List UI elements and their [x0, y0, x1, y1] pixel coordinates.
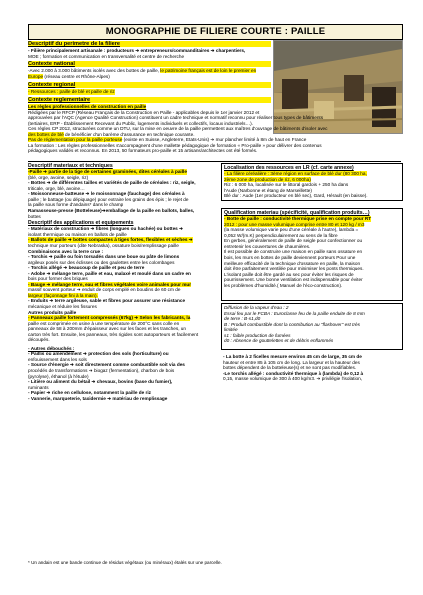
materiaux-line-8: Ramasseuse-presse (Botteleuse)➔emballage de la paille en ballots, balles,: [28, 208, 195, 214]
botte-line-5: 0,15, masse volumique de 300 à 400 kg/m3. ➔ privilégie l'isolation,: [223, 376, 363, 382]
qualification-line-4: 0,052 W/(m.K) perpendiculairement au sens de la fibre: [224, 232, 338, 238]
section-perimetre-title: Descriptif du perimetre de la filiere: [28, 41, 271, 47]
divider: [28, 161, 401, 162]
qualification-line-7: Il est possible de construire une maison en paille sans ossature en: [224, 249, 363, 255]
qualification-line-10: doit être parfaitement ventilée pour minimiser les ponts thermiques.: [224, 266, 364, 272]
botte-line-1: - La botte à 2 ficelles mesure environ 45 cm de large, 35 cm de: [223, 354, 362, 359]
materiaux-line-4: triticale, orge, blé, avoine…: [28, 185, 85, 191]
materiaux-title: Descriptif materiaux et techniques: [28, 163, 113, 169]
page-title: MONOGRAPHIE DE FILIERE COURTE : PAILLE: [28, 24, 403, 40]
debouche-line-2: enfouissement dans les sols: [28, 356, 87, 362]
application-line-18: paille est comprimée en usine à une température de 200°C sans colle en: [28, 320, 180, 326]
qualification-line-12: pourrissement. Une bonne ventilation est indispensable pour éviter: [224, 277, 363, 283]
regl-line-6: (existe en Suisse, Angleterre, Etats-Unis) ➔ mur plancher limité à 8m de haut en France: [122, 137, 307, 143]
qualification-line-8: bois, les murs en bottes de paille deviennent porteurs Pour une: [224, 255, 356, 261]
perimetre-line-2: MOE ; formation et communication en transversalité et centre de recherche: [28, 53, 185, 59]
qualification-line-13: les problèmes d'humidité.( Manuel de l'éco-construction).: [224, 282, 343, 288]
application-line-5: Combinaisons avec la terre crue :: [28, 248, 104, 254]
regl-highlight-5: des bottes de blé: [28, 131, 64, 137]
qualification-line-2: 2012 : pour une masse volumique comprise entre 80 et 120 kg / m3: [224, 221, 365, 227]
application-line-3: - Ballots de paille ➔ bottes compactes à tiges fortes, flexibles et sèches ➔: [28, 237, 193, 243]
regl-line-4: Ces règles CP 2012, structurées comme un DTU, sur la mise en oeuvre de la paille permettent aux maîtres d'ouvrage de bâtiments d'isoler avec: [28, 126, 328, 132]
perimetre-text: [28, 48, 273, 59]
qualification-lines: [224, 216, 400, 288]
reglementaire-text: [28, 104, 401, 154]
application-line-4: technique mur porteurs (dite Nebraska), ossature bois/remplissage paille: [28, 242, 179, 248]
materiaux-line-6: paille ; le battage (ou dépiquage) pour extraire les grains des épis ; le rejet de: [28, 196, 189, 202]
application-line-15: mécanique et réduire les fissures: [28, 303, 97, 309]
application-line-19: panneaux de 58 à 200mm d'épaisseur avec sur les faces et les tranches, un: [28, 326, 187, 332]
application-line-13: largeur (façonnage fini à la main).: [28, 292, 98, 298]
debouche-line-3: - Source d'énergie ➔ soit directement comme combustible soit via des: [28, 362, 185, 368]
regl-line-8: pédagogiques validés et reconnus. En 2013, 50 formateurs pro-paille et 15 artisans/architectes ont été formés.: [28, 148, 258, 154]
qualification-line-5: En gerbes, généralement de paille de seigle pour confectionner ou: [224, 238, 363, 244]
debouche-line-8: - Papier ➔ riche en cellulose, notamment la paille de riz: [28, 390, 151, 396]
regl-line-7: La formation : Les règles professionnelles s'accompagnent d'une mallette pédagogique de formation « Pro-paille » pour délivrer des contenus: [28, 142, 322, 148]
debouche-line-1: - Paillis ou amendement ➔ protection des sols (horticulture) ou: [28, 351, 169, 357]
loc-line-1: - La filière céréalière : 3ème région en surface de blé dur (80 300 ha,: [224, 171, 367, 177]
botte-dimensions-lines: [223, 354, 401, 382]
qualification-line-1: - Botte de paille : conductivité thermique prise en compte pour RT: [224, 216, 372, 222]
localisation-title: Localisation des ressources en LR (cf. carte annexe): [224, 165, 354, 171]
materiaux-line-5: - Moissonneuse-batteuse ➔ le moissonnage (fauchage) des céréales à: [28, 191, 185, 197]
regl-line-3: (tertiaires, ERP - Établissement Recevant du Public, logements individuels et collectifs, locaux industriels…).: [28, 120, 254, 126]
application-line-20: carton très fort. Ensuite, les panneaux, très rigides sont autoporteurs et facilement: [28, 331, 199, 337]
loc-line-5: Blé dur : Aude (1er producteur en blé sec), Gard, Hérault (en baisse).: [224, 193, 368, 199]
debouche-line-7: ruminants: [28, 384, 49, 390]
regl-highlight-6: Pas de réglementation pour la paille porteuse: [28, 137, 123, 143]
application-line-21: découpés.: [28, 337, 50, 343]
application-line-2: isolant thermique ou maison en ballots de paille: [28, 231, 127, 237]
botte-line-2: hauteur et entre 85 à 105 cm de long. La largeur et la hauteur des: [223, 359, 360, 365]
qualification-line-9: meilleure efficacité de la technique d'ossature en paille, la maison: [224, 260, 361, 266]
debouche-line-4: procédés de transformations ➔ biogaz (fermentation), charbon de bois: [28, 368, 175, 373]
ctx-nat-line-1: -Avec 2.000 à 3.000 bâtiments isolés avec des bottes de paille,: [28, 68, 161, 73]
materiaux-lines: [28, 169, 213, 219]
section-contexte-national-title: Contexte national: [28, 61, 271, 67]
section-contexte-regional-title: Contexte regional: [28, 82, 271, 88]
ctx-nat-highlight-1: le patrimoine français est de loin le premier en: [160, 68, 257, 73]
debouche-line-5: (pyrolyse), éthanol (à l'étude): [28, 373, 89, 379]
fire-test-lines: [222, 304, 402, 345]
application-line-6: - Torchis ➔ paille ou foin torsadés dans une boue ou pâte de limons: [28, 254, 180, 260]
debouches-lines: [28, 351, 213, 401]
application-line-10: bois pour former des briques: [28, 276, 88, 282]
fire-test-line-2: Essai feu par le FCBA : Euroclasse feu de la paille enduite de 8 mm: [224, 310, 365, 316]
applications-title: Descriptif des applications et equipements: [28, 220, 134, 227]
qualification-box: [221, 208, 403, 301]
qualification-line-11: L'isolant paille doit être gardé au sec pour éviter les risques de: [224, 271, 354, 277]
section-contexte-reglementaire-title: Contexte reglementaire: [28, 97, 271, 103]
materiaux-line-1: -Paille ➔ partie de la tige de certaines graminées, dites céréales à paille: [28, 169, 187, 175]
contexte-national-text: [28, 68, 273, 79]
applications-lines: [28, 226, 213, 342]
footnote: * Un andain est une bande continue de résidus végétaux (ou minéraux) étalés sur une parcelle.: [28, 560, 222, 565]
fire-test-line-1: Diffusion de la vapeur d'eau : 2: [224, 305, 289, 310]
application-line-14: - Enduits ➔ terre argileuse, sable et fibres pour assurer une résistance: [28, 298, 186, 304]
materiaux-line-3: - Bottes ➔ de différentes tailles et variétés de paille de céréales : riz, seigle,: [28, 180, 196, 186]
ctx-reg-line-1: - Ressources : paille de blé et paille de riz: [28, 89, 115, 94]
application-line-17: - Panneaux paille fortement compressés (67kg) ➔ Selon les fabricants, la: [28, 315, 191, 321]
qualification-line-3: (la masse volumique varie peu d'une céréale à l'autre), lambda =: [224, 227, 359, 233]
loc-line-3: Riz : 6 000 ha, localisée sur le littoral gardois + 250 ha dans: [224, 182, 349, 188]
application-line-9: - Adobe ➔ mélange terre, paille et eau, malaxé et moulé dans un cadre en: [28, 270, 191, 276]
debouche-line-6: - Litière ou aliment du bétail ➔ chevaux, bovins (base du fumier),: [28, 379, 173, 385]
fire-test-line-5: limitée: [224, 327, 238, 333]
application-line-16: Autres produits paille: [28, 309, 77, 315]
botte-line-3: bottes dépendent de la botteleuse(s) et ne sont pas modifiables.: [223, 365, 357, 371]
contexte-regional-text: [28, 89, 273, 95]
debouches-title: - Autres débouchés :: [28, 345, 75, 351]
fire-test-line-3: de terre : B-s1,d0: [224, 316, 261, 322]
botte-line-4: -Le torchis allégé : conductivité thermique λ (lambda) de 0,12 à: [223, 370, 364, 376]
ctx-nat-highlight-2: Europe: [28, 73, 44, 79]
fire-test-line-6: s1 : faible production de fumées: [224, 332, 291, 338]
regl-line-2: approuvées par l'AQC (Agence Qualité Construction) constituent un cadre technique et normatif reconnu pour réaliser tous types de bâtiments: [28, 115, 324, 121]
regl-subtitle: Les règles professionnelles de construction en paille: [28, 104, 147, 109]
application-line-11: - Bauge ➔ mélange terre, eau et fibres végétales voire animales pour mur: [28, 281, 192, 287]
fire-test-line-7: d0 : Absence de gouttelettes et de débris enflammés: [224, 338, 334, 344]
materiaux-line-7: la paille sous forme d'andains* dans le champ: [28, 202, 124, 208]
localisation-box: [221, 163, 403, 201]
regl-line-1: Rédigées par le RFCP (Réseau Français de la Construction en Paille - applicables depuis le 1er janvier 2012 et: [28, 109, 260, 115]
fire-test-box: [221, 303, 403, 350]
application-line-1: - Matériaux de construction ➔ fibres (longues ou hachée) ou bottes ➔: [28, 226, 184, 232]
perimetre-line-1: - Filière principalement artisanale : producteurs ➔ entrepreneurs/commanditaires ➔ charpentiers,: [28, 48, 246, 53]
materiaux-line-9: bottes: [28, 213, 41, 219]
debouche-line-9: - Vannerie, marqueterie, taxidermie ➔ matériau de remplissage: [28, 395, 168, 401]
fire-test-line-4: B : Produit combustible dont la contribution au "flashover" est très: [224, 321, 360, 327]
application-line-7: argileux posés sur des éclisses ou des gaulettes entre les colombages: [28, 259, 175, 265]
loc-line-4: l'Aude (Narbonne et étang de Marseillette): [224, 187, 312, 193]
ctx-nat-line-2: (réseau centre et Rhône-Alpes): [43, 73, 110, 79]
regl-line-5: de bénéficier d'un barème d'assurance en technique courante.: [63, 131, 195, 137]
application-line-8: - Torchis allégé ➔ beaucoup de paille et peu de terre: [28, 265, 145, 271]
loc-line-2: 2ème zone de production de riz, 6 000ha): [224, 176, 311, 182]
materiaux-line-2: (blé, orge, avoine, seigle, riz): [28, 174, 89, 180]
application-line-12: massif souvent porteur ➔ enduit de corps empilé en boudins de 60 cm de: [28, 287, 181, 293]
qualification-line-6: entretenir les couvertures de chaumières.: [224, 243, 311, 249]
qualification-title: Qualification materiau (spécificité, qualification produits…): [224, 210, 370, 216]
left-column: [28, 163, 213, 401]
